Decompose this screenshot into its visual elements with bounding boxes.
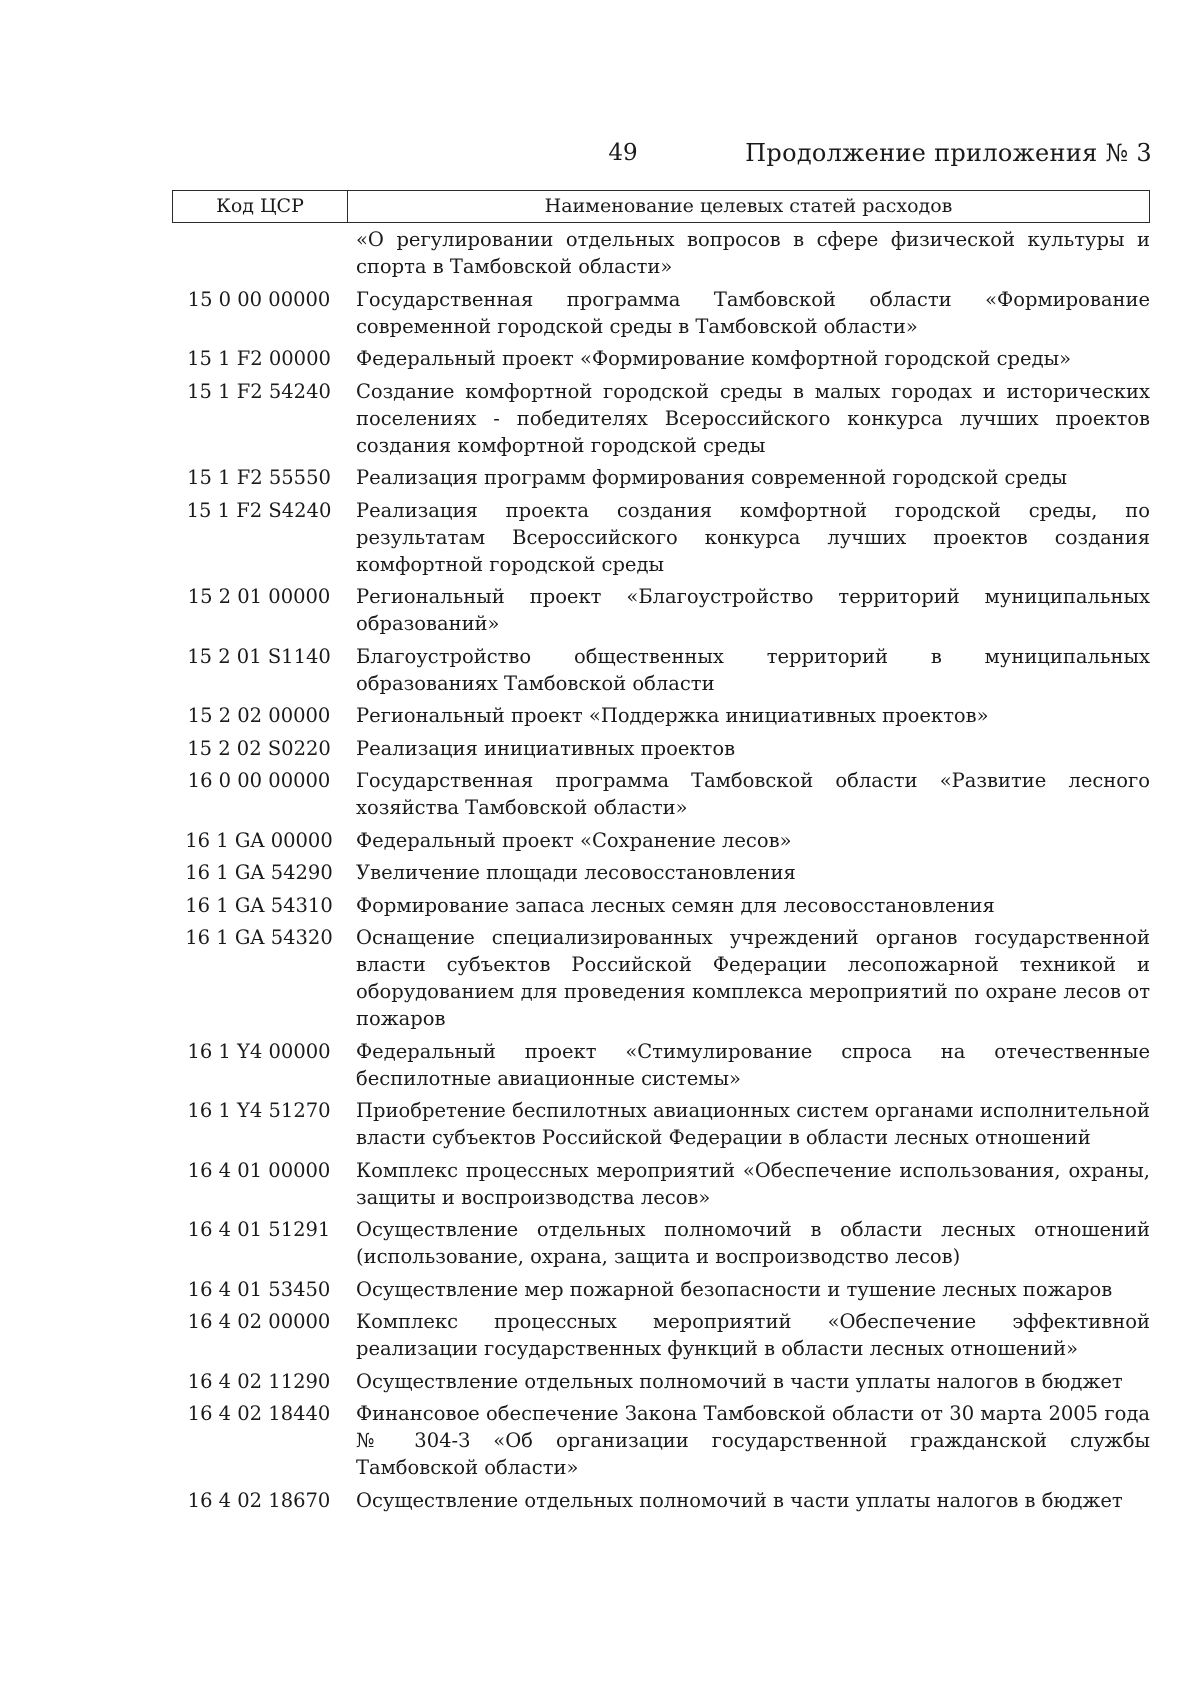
row-name: Финансовое обеспечение Закона Тамбовской области от 30 марта 2005 года № 304-З «Об организации государственной гражданской службы Тамбовской области» [356, 1402, 1150, 1479]
row-name: Осуществление мер пожарной безопасности и тушение лесных пожаров [356, 1277, 1113, 1301]
row-code: 16 1 GA 54320 [185, 926, 333, 949]
table-row [172, 286, 1150, 340]
table-row [172, 378, 1150, 459]
row-name: Государственная программа Тамбовской области «Развитие лесного хозяйства Тамбовской области» [356, 769, 1150, 819]
table-row [172, 702, 1150, 729]
row-name: Увеличение площади лесовосстановления [356, 861, 796, 884]
table-row [172, 1276, 1150, 1303]
table-row [172, 1216, 1150, 1270]
row-name: Реализация проекта создания комфортной городской среды, по результатам Всероссийского конкурса лучших проектов создания комфортной городской среды [356, 498, 1150, 576]
row-code: 16 4 01 53450 [187, 1277, 331, 1301]
table-row [172, 924, 1150, 1032]
row-code: 15 2 02 S0220 [187, 736, 331, 760]
row-code: 16 1 Y4 00000 [187, 1039, 331, 1063]
row-code: 16 1 GA 54310 [185, 893, 333, 917]
row-code: 16 4 01 00000 [187, 1158, 331, 1182]
row-code: 16 4 01 51291 [187, 1218, 331, 1241]
row-name: «О регулировании отдельных вопросов в сфере физической культуры и спорта в Тамбовской области» [356, 228, 1150, 278]
table-row [172, 226, 1150, 280]
row-name: Комплекс процессных мероприятий «Обеспечение эффективной реализации государственных функций в области лесных отношений» [356, 1310, 1150, 1360]
row-name: Федеральный проект «Формирование комфортной городской среды» [356, 347, 1072, 370]
row-code [172, 226, 346, 280]
table-row [172, 1400, 1150, 1481]
row-code: 16 4 02 18670 [187, 1488, 331, 1512]
row-name: Осуществление отдельных полномочий в части уплаты налогов в бюджет [356, 1369, 1123, 1393]
table-row [172, 859, 1150, 886]
row-code: 16 4 02 11290 [187, 1369, 331, 1393]
row-code: 15 2 02 00000 [187, 704, 331, 727]
table-row [172, 1157, 1150, 1211]
row-code: 16 0 00 00000 [187, 769, 331, 792]
column-header-name: Наименование целевых статей расходов [544, 195, 953, 217]
row-name: Региональный проект «Поддержка инициативных проектов» [356, 704, 989, 727]
table-row [172, 1487, 1150, 1514]
table-row [172, 497, 1150, 578]
table-row [172, 1038, 1150, 1092]
row-name: Региональный проект «Благоустройство территорий муниципальных образований» [356, 585, 1150, 635]
row-name: Федеральный проект «Сохранение лесов» [356, 828, 792, 852]
row-code: 15 1 F2 00000 [187, 347, 331, 370]
row-name: Реализация программ формирования современной городской среды [356, 466, 1068, 489]
row-code: 16 1 Y4 51270 [187, 1099, 331, 1122]
row-code: 16 1 GA 54290 [185, 861, 333, 884]
row-name: Осуществление отдельных полномочий в части уплаты налогов в бюджет [356, 1488, 1123, 1512]
row-code: 15 0 00 00000 [187, 287, 331, 311]
table-row [172, 767, 1150, 821]
row-code: 16 4 02 18440 [187, 1402, 331, 1425]
table-row [172, 1097, 1150, 1151]
row-code: 15 2 01 00000 [187, 585, 331, 608]
row-name: Формирование запаса лесных семян для лесовосстановления [356, 893, 995, 917]
table-row [172, 735, 1150, 762]
row-code: 15 1 F2 S4240 [186, 498, 332, 522]
table-row [172, 345, 1150, 372]
table-body [172, 226, 1150, 1519]
table-row [172, 464, 1150, 491]
row-name: Оснащение специализированных учреждений органов государственной власти субъектов Российской Федерации лесопожарной техникой и оборудованием для проведения комплекса мероприятий по охране лесов от пожаров [356, 926, 1150, 1030]
table-row [172, 1368, 1150, 1395]
table-row [172, 643, 1150, 697]
row-code: 16 4 02 00000 [187, 1310, 331, 1333]
row-code: 15 1 F2 55550 [187, 466, 331, 489]
row-name: Осуществление отдельных полномочий в области лесных отношений (использование, охрана, защита и воспроизводство лесов) [356, 1218, 1150, 1268]
row-code: 15 2 01 S1140 [187, 644, 331, 668]
page-number: 49 [608, 140, 638, 166]
row-name: Государственная программа Тамбовской области «Формирование современной городской среды в Тамбовской области» [356, 287, 1150, 338]
row-name: Благоустройство общественных территорий в муниципальных образованиях Тамбовской области [356, 644, 1150, 695]
row-code: 16 1 GA 00000 [185, 828, 333, 852]
row-name: Реализация инициативных проектов [356, 736, 736, 760]
table-header [172, 190, 1150, 223]
table-row [172, 583, 1150, 637]
column-header-code: Код ЦСР [173, 191, 348, 222]
row-name: Федеральный проект «Стимулирование спроса на отечественные беспилотные авиационные системы» [356, 1039, 1150, 1090]
row-name: Создание комфортной городской среды в малых городах и исторических поселениях - победителях Всероссийского конкурса лучших проектов создания комфортной городской среды [356, 379, 1150, 457]
row-name: Приобретение беспилотных авиационных систем органами исполнительной власти субъектов Российской Федерации в области лесных отношений [356, 1099, 1150, 1149]
table-row [172, 827, 1150, 854]
table-row [172, 1308, 1150, 1362]
row-code: 15 1 F2 54240 [187, 379, 331, 403]
table-row [172, 892, 1150, 919]
row-name: Комплекс процессных мероприятий «Обеспечение использования, охраны, защиты и воспроизводства лесов» [356, 1158, 1150, 1209]
page-title: Продолжение приложения № 3 [745, 139, 1152, 167]
